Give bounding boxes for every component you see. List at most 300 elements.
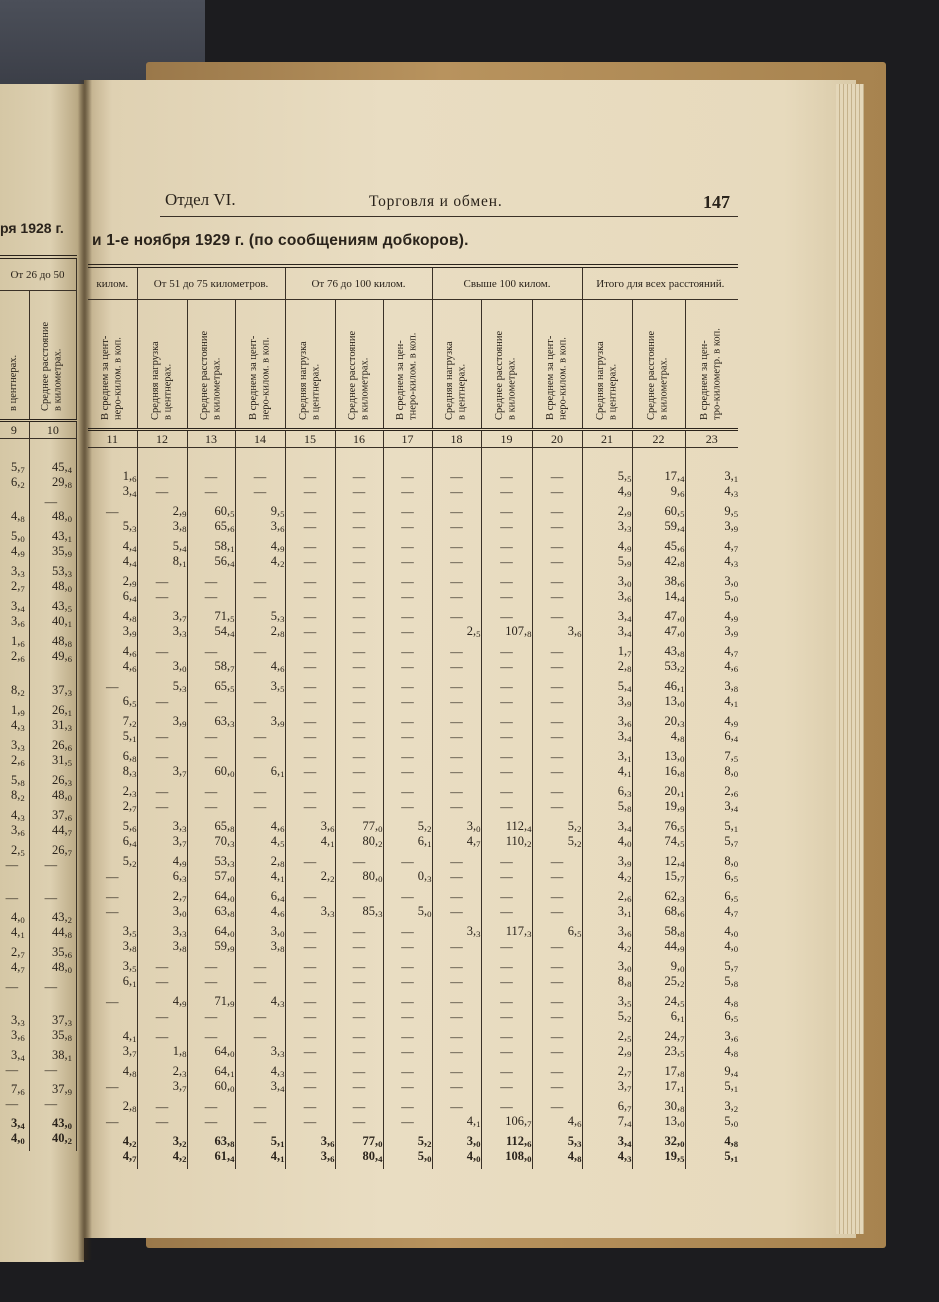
table-cell: —	[285, 574, 335, 589]
table-cell: —	[285, 994, 335, 1009]
table-cell: 3,8	[137, 519, 187, 539]
table-cell: 6,5	[685, 869, 738, 889]
table-cell: —	[335, 539, 383, 554]
table-row	[0, 544, 77, 564]
table-cell: —	[532, 799, 582, 819]
table-cell: 6,5	[122, 694, 137, 709]
table-cell: —	[383, 1079, 432, 1099]
table-cell: 64,1	[187, 1064, 235, 1079]
decimal-digit: 0	[230, 1049, 235, 1059]
decimal-digit: 9	[680, 804, 685, 814]
table-cell: —	[187, 959, 235, 974]
decimal-digit: 1	[733, 474, 739, 484]
decimal-digit: 0	[733, 859, 739, 869]
table-cell: —	[383, 889, 432, 904]
decimal-digit: 3	[20, 813, 25, 823]
column-header-text: Средняя нагрузка в центнерах.	[149, 341, 173, 420]
decimal-digit: 3	[280, 1049, 285, 1059]
table-cell: 4,2	[122, 1134, 137, 1149]
table-cell: —	[383, 609, 432, 624]
decimal-digit: 5	[132, 699, 137, 709]
decimal-digit: 5	[680, 839, 685, 849]
table-cell: —	[285, 554, 335, 574]
table-cell: 3,3	[137, 624, 187, 644]
table-cell: —	[335, 939, 383, 959]
decimal-digit: 4	[230, 1154, 235, 1164]
table-cell: 77,0	[335, 819, 383, 834]
table-cell: 3,0	[432, 1134, 481, 1149]
table-cell: 4,4	[122, 554, 137, 569]
table-cell: —	[235, 589, 285, 609]
table-cell	[29, 669, 76, 683]
table-cell: —	[106, 869, 119, 884]
table-row	[88, 589, 738, 609]
table-cell: —	[335, 624, 383, 644]
decimal-digit: 0	[230, 1084, 235, 1094]
table-cell: 3,4	[10, 599, 25, 614]
decimal-digit: 2	[67, 915, 72, 925]
table-cell: 3,6	[532, 624, 582, 644]
table-cell: —	[235, 1029, 285, 1044]
column-header-cell	[137, 300, 187, 430]
table-cell: 53,3	[29, 564, 76, 579]
table-row	[0, 1131, 77, 1151]
decimal-digit: 3	[182, 874, 187, 884]
table-cell: 3,4	[582, 1134, 632, 1149]
decimal-digit: 8	[132, 614, 137, 624]
page-edges	[836, 84, 864, 1234]
table-cell: —	[187, 749, 235, 764]
spacer-cell	[137, 448, 187, 470]
decimal-digit: 7	[182, 894, 187, 904]
table-cell: 4,7	[432, 834, 481, 854]
table-cell: 3,0	[137, 904, 187, 924]
table-cell: —	[383, 589, 432, 609]
table-cell: 110,2	[481, 834, 532, 854]
table-cell: 2,3	[137, 1064, 187, 1079]
column-number: 15	[285, 430, 335, 448]
table-cell: 5,2	[383, 819, 432, 834]
running-head-title: Торговля и обмен.	[369, 193, 503, 210]
table-cell: —	[235, 974, 285, 994]
table-cell: —	[432, 519, 481, 539]
decimal-digit: 2	[627, 944, 632, 954]
table-cell: —	[235, 729, 285, 749]
table-cell: 3,6	[685, 1029, 738, 1044]
decimal-digit: 9	[627, 1049, 632, 1059]
column-header-cell	[285, 300, 335, 430]
decimal-digit: 6	[132, 649, 137, 659]
decimal-digit: 8	[230, 1139, 235, 1149]
table-cell: —	[481, 714, 532, 729]
table-cell: —	[187, 974, 235, 994]
decimal-digit: 0	[378, 1139, 383, 1149]
table-cell: 4,6	[122, 659, 137, 674]
table-row	[88, 1099, 738, 1114]
table-cell: —	[532, 1099, 582, 1114]
table-row	[0, 877, 77, 891]
table-cell: 5,7	[685, 834, 738, 854]
decimal-digit: 4	[230, 559, 235, 569]
decimal-digit: 0	[427, 909, 432, 919]
decimal-digit: 4	[627, 614, 632, 624]
decimal-digit: 5	[627, 474, 632, 484]
table-cell: —	[285, 1009, 335, 1029]
table-cell: 48,0	[29, 509, 76, 529]
table-row	[0, 495, 77, 509]
decimal-digit: 7	[20, 465, 25, 475]
column-number: 19	[481, 430, 532, 448]
table-row	[88, 799, 738, 819]
decimal-digit: 2	[627, 1014, 632, 1024]
table-cell: —	[383, 784, 432, 799]
table-cell: —	[235, 959, 285, 974]
table-cell: —	[137, 729, 187, 749]
decimal-digit: 1	[680, 789, 685, 799]
column-number: 13	[187, 430, 235, 448]
decimal-digit: 9	[182, 509, 187, 519]
table-cell: 77,0	[335, 1134, 383, 1149]
decimal-digit: 8	[67, 930, 72, 940]
table-cell: 3,7	[137, 609, 187, 624]
table-cell: —	[481, 1079, 532, 1099]
table-cell: 4,1	[122, 1029, 137, 1044]
decimal-digit: 8	[680, 1104, 685, 1114]
table-cell: —	[383, 679, 432, 694]
decimal-digit: 4	[680, 524, 685, 534]
table-cell: 0,3	[383, 869, 432, 889]
decimal-digit: 4	[733, 1069, 739, 1079]
table-cell: 3,0	[137, 659, 187, 679]
decimal-digit: 0	[680, 754, 685, 764]
decimal-digit: 0	[67, 584, 72, 594]
decimal-digit: 6	[330, 1139, 335, 1149]
decimal-digit: 0	[733, 769, 739, 779]
table-cell: —	[187, 694, 235, 714]
column-header-text: В среднем за цен- тро-километр. в коп.	[699, 328, 723, 420]
table-row	[88, 554, 738, 574]
table-cell: —	[285, 784, 335, 799]
table-cell: 64,0	[187, 1044, 235, 1064]
decimal-digit: 6	[330, 824, 335, 834]
table-cell: 12,4	[632, 854, 685, 869]
decimal-digit: 3	[132, 769, 137, 779]
table-cell: 74,5	[632, 834, 685, 854]
decimal-digit: 7	[182, 769, 187, 779]
table-cell: —	[432, 539, 481, 554]
table-cell: 2,6	[10, 753, 25, 768]
decimal-digit: 2	[20, 688, 25, 698]
spacer-cell	[285, 448, 335, 470]
decimal-digit: 2	[182, 1139, 187, 1149]
table-cell: —	[481, 799, 532, 819]
table-cell: —	[481, 469, 532, 484]
table-cell: —	[532, 539, 582, 554]
decimal-digit: 6	[733, 664, 739, 674]
table-cell: —	[481, 939, 532, 959]
table-cell: —	[335, 974, 383, 994]
table-cell: 3,4	[122, 484, 137, 499]
decimal-digit: 3	[230, 859, 235, 869]
table-cell: —	[285, 624, 335, 644]
table-cell: 5,1	[122, 729, 137, 744]
table-cell: —	[383, 539, 432, 554]
decimal-digit: 1	[330, 839, 335, 849]
table-cell: —	[532, 869, 582, 889]
table-cell: 13,0	[632, 1114, 685, 1134]
decimal-digit: 8	[230, 909, 235, 919]
spacer-row	[0, 439, 77, 461]
decimal-digit: 0	[378, 874, 383, 884]
decimal-digit: 1	[230, 1069, 235, 1079]
table-row	[88, 904, 738, 924]
decimal-digit: 8	[527, 629, 532, 639]
table-cell: —	[432, 869, 481, 889]
decimal-digit: 5	[280, 684, 285, 694]
column-number: 12	[137, 430, 187, 448]
table-cell: —	[481, 1044, 532, 1064]
decimal-digit: 3	[132, 524, 137, 534]
table-cell: 43,5	[29, 599, 76, 614]
table-cell: 4,0	[685, 939, 738, 959]
spacer-cell	[582, 448, 632, 470]
decimal-digit: 8	[280, 859, 285, 869]
table-cell: —	[383, 504, 432, 519]
decimal-digit: 5	[577, 929, 582, 939]
decimal-digit: 6	[67, 813, 72, 823]
table-cell: 4,2	[137, 1149, 187, 1169]
decimal-digit: 6	[132, 474, 137, 484]
decimal-digit: 8	[627, 979, 632, 989]
decimal-digit: 4	[182, 544, 187, 554]
decimal-digit: 2	[132, 719, 137, 729]
spacer-cell	[187, 448, 235, 470]
table-cell: —	[481, 764, 532, 784]
table-row	[88, 659, 738, 679]
decimal-digit: 3	[182, 824, 187, 834]
column-number: 17	[383, 430, 432, 448]
table-cell: 5,2	[383, 1134, 432, 1149]
decimal-digit: 8	[230, 824, 235, 834]
table-cell: 15,7	[632, 869, 685, 889]
decimal-digit: 5	[733, 1014, 739, 1024]
table-cell: —	[432, 469, 481, 484]
table-cell: 4,4	[122, 539, 137, 554]
table-cell: 6,4	[122, 834, 137, 849]
table-cell: 4,9	[685, 609, 738, 624]
table-cell: 5,1	[235, 1134, 285, 1149]
table-cell: 53,3	[187, 854, 235, 869]
decimal-digit: 4	[132, 594, 137, 604]
table-cell: —	[335, 729, 383, 749]
decimal-digit: 1	[182, 559, 187, 569]
table-cell: 5,3	[235, 609, 285, 624]
table-cell: 43,0	[29, 1116, 76, 1131]
table-cell: —	[432, 904, 481, 924]
table-row	[88, 749, 738, 764]
decimal-digit: 0	[733, 579, 739, 589]
decimal-digit: 9	[20, 549, 25, 559]
decimal-digit: 4	[680, 594, 685, 604]
table-row	[88, 819, 738, 834]
decimal-digit: 4	[280, 1084, 285, 1094]
table-cell: —	[432, 574, 481, 589]
decimal-digit: 8	[20, 514, 25, 524]
decimal-digit: 2	[577, 839, 582, 849]
decimal-digit: 0	[527, 1154, 532, 1164]
table-cell: 35,6	[29, 945, 76, 960]
table-cell: 4,1	[10, 925, 25, 940]
table-cell: 3,1	[582, 749, 632, 764]
column-header-cell	[481, 300, 532, 430]
table-cell: —	[285, 714, 335, 729]
table-cell: —	[335, 659, 383, 679]
table-cell: 53,2	[632, 659, 685, 679]
table-cell: 4,6	[532, 1114, 582, 1134]
table-cell: 3,7	[137, 764, 187, 784]
table-cell: 2,7	[10, 579, 25, 594]
spacer-cell	[532, 448, 582, 470]
decimal-digit: 6	[67, 950, 72, 960]
table-row	[0, 738, 77, 753]
table-cell: 5,3	[122, 519, 137, 534]
table-cell: 43,1	[29, 529, 76, 544]
table-cell: 3,3	[10, 738, 25, 753]
decimal-digit: 8	[132, 1069, 137, 1079]
table-cell: 3,6	[582, 714, 632, 729]
table-cell: 3,9	[137, 714, 187, 729]
table-cell: 117,3	[481, 924, 532, 939]
table-cell: —	[187, 574, 235, 589]
decimal-digit: 8	[733, 1049, 739, 1059]
table-cell	[0, 495, 29, 509]
table-cell: 13,0	[632, 694, 685, 714]
table-row	[88, 504, 738, 519]
table-cell: 80,2	[335, 834, 383, 854]
table-cell: 63,8	[187, 904, 235, 924]
decimal-digit: 3	[20, 569, 25, 579]
table-cell: —	[285, 504, 335, 519]
table-cell: 4,7	[685, 644, 738, 659]
table-row	[0, 753, 77, 773]
decimal-digit: 6	[20, 1087, 25, 1097]
table-cell: 45,4	[29, 460, 76, 475]
table-cell: —	[106, 1114, 119, 1129]
table-cell: 60,5	[632, 504, 685, 519]
table-cell: —	[432, 974, 481, 994]
decimal-digit: 7	[67, 848, 72, 858]
table-cell: —	[481, 1099, 532, 1114]
table-cell: 4,1	[235, 869, 285, 889]
table-cell: —	[235, 574, 285, 589]
decimal-digit: 0	[733, 944, 739, 954]
decimal-digit: 4	[680, 859, 685, 869]
table-cell: —	[137, 1099, 187, 1114]
table-cell: 4,9	[685, 714, 738, 729]
table-cell: 58,8	[632, 924, 685, 939]
table-cell: —	[532, 504, 582, 519]
table-cell: 2,3	[122, 784, 137, 799]
table-cell: 71,5	[187, 609, 235, 624]
table-cell: 4,8	[685, 1044, 738, 1064]
decimal-digit: 1	[680, 1014, 685, 1024]
decimal-digit: 8	[67, 639, 72, 649]
table-cell: —	[432, 959, 481, 974]
decimal-digit: 5	[476, 629, 481, 639]
table-row	[0, 945, 77, 960]
table-cell: —	[137, 589, 187, 609]
decimal-digit: 2	[577, 824, 582, 834]
table-cell: —	[481, 694, 532, 714]
table-cell: —	[285, 644, 335, 659]
table-cell: —	[285, 854, 335, 869]
table-cell: 65,6	[187, 519, 235, 539]
table-row	[0, 683, 77, 703]
column-header-text: Среднее расстояние в километрах.	[40, 321, 64, 411]
table-cell: 2,8	[235, 854, 285, 869]
table-cell: 4,5	[235, 834, 285, 854]
decimal-digit: 1	[280, 1154, 285, 1164]
table-cell: 4,9	[10, 544, 25, 559]
table-cell: 107,8	[481, 624, 532, 644]
table-cell: 58,7	[187, 659, 235, 679]
table-cell: —	[481, 1009, 532, 1029]
table-cell: 49,6	[29, 649, 76, 669]
decimal-digit: 4	[627, 734, 632, 744]
table-cell: —	[335, 694, 383, 714]
spacer-cell	[432, 448, 481, 470]
table-cell: —	[432, 554, 481, 574]
table-cell: —	[532, 854, 582, 869]
decimal-digit: 4	[627, 629, 632, 639]
table-cell: —	[481, 749, 532, 764]
table-cell: 9,5	[235, 504, 285, 519]
table-cell: 19,5	[632, 1149, 685, 1169]
decimal-digit: 4	[733, 804, 739, 814]
table-cell: 3,9	[235, 714, 285, 729]
table-cell: 3,6	[10, 823, 25, 838]
table-cell: 9,5	[685, 504, 738, 519]
table-cell: 3,3	[10, 1013, 25, 1028]
table-row	[88, 1009, 738, 1029]
decimal-digit: 8	[67, 1033, 72, 1043]
decimal-digit: 2	[280, 559, 285, 569]
table-cell: —	[432, 784, 481, 799]
decimal-digit: 8	[132, 754, 137, 764]
table-cell: 35,9	[29, 544, 76, 564]
table-row	[0, 1116, 77, 1131]
table-cell: —	[335, 484, 383, 504]
table-cell: —	[106, 504, 119, 519]
table-cell: 5,1	[685, 1079, 738, 1099]
table-row	[88, 1149, 738, 1169]
table-cell: 2,7	[10, 945, 25, 960]
decimal-digit: 1	[132, 979, 137, 989]
decimal-digit: 6	[330, 1154, 335, 1164]
decimal-digit: 8	[132, 944, 137, 954]
table-cell: 3,7	[137, 1079, 187, 1099]
group-header-row	[88, 266, 738, 300]
table-cell: —	[383, 1009, 432, 1029]
decimal-digit: 0	[230, 929, 235, 939]
table-cell: —	[285, 799, 335, 819]
table-cell: —	[532, 1009, 582, 1029]
table-cell: —	[432, 679, 481, 694]
decimal-digit: 6	[20, 639, 25, 649]
table-row	[88, 574, 738, 589]
table-cell: 5,8	[582, 799, 632, 819]
table-cell: —	[5, 891, 19, 905]
